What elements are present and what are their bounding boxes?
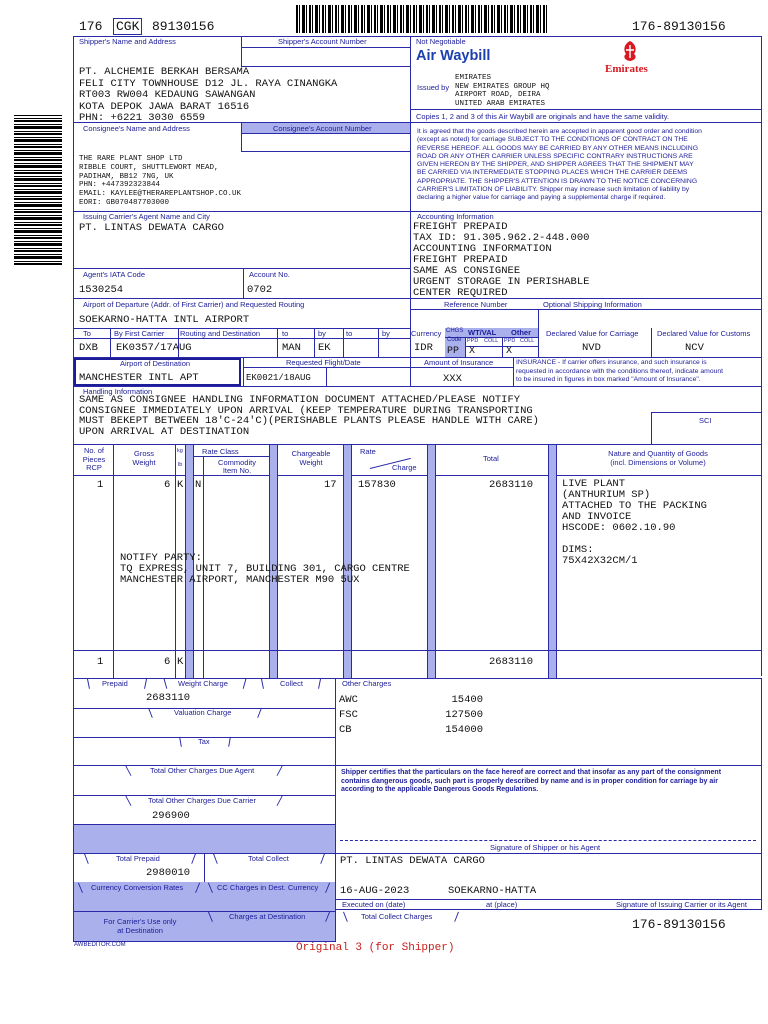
by2-label: by bbox=[318, 329, 326, 338]
sum-pieces: 1 bbox=[97, 656, 104, 668]
doc-title: Air Waybill bbox=[416, 48, 491, 64]
commodity-header: Commodity Item No. bbox=[218, 458, 256, 475]
due-agent-label: Total Other Charges Due Agent bbox=[150, 766, 255, 775]
by-first-carrier-label: By First Carrier bbox=[114, 329, 165, 338]
awb-number-top: 176-89130156 bbox=[632, 19, 726, 34]
wt-ppd-label: PPD bbox=[467, 338, 479, 344]
to-label: To bbox=[83, 329, 91, 338]
accounting-info: FREIGHT PREPAID TAX ID: 91.305.962.2-448.000 ACCOUNTING INFORMATION FREIGHT PREPAID SAME AS CONSIGNEE URGENT STORAGE IN PERISHABLE CENTER REQUIRED bbox=[413, 221, 590, 299]
weight-charge-prepaid: 2683110 bbox=[146, 692, 191, 704]
other-coll-mark: X bbox=[506, 346, 513, 357]
rate-value: 157830 bbox=[358, 479, 396, 491]
prepaid-label: Prepaid bbox=[102, 679, 128, 688]
side-barcode bbox=[14, 115, 62, 265]
pieces-header: No. of Pieces RCP bbox=[82, 446, 106, 472]
sci-label: SCI bbox=[699, 416, 712, 425]
by3-label: by bbox=[382, 329, 390, 338]
currency-value: IDR bbox=[414, 342, 433, 354]
optional-shipping-label: Optional Shipping Information bbox=[543, 300, 642, 309]
executed-on-label: Executed on (date) bbox=[342, 900, 406, 909]
flight-date-label: Requested Flight/Date bbox=[286, 358, 361, 367]
due-carrier-label: Total Other Charges Due Carrier bbox=[148, 796, 256, 805]
kg-label: kg bbox=[177, 448, 183, 454]
lb-label: lb bbox=[178, 462, 183, 468]
awb-number-bottom: 176-89130156 bbox=[632, 917, 726, 932]
execution-place: SOEKARNO-HATTA bbox=[448, 885, 537, 897]
conditions-of-contract: It is agreed that the goods described herein are accepted in apparent good order and condition (except as noted) for carriage SUBJECT TO THE CONDITIONS OF CONTRACT ON THE REVERSE HEREOF. ALL GOODS MAY BE CARRIED BY ANY OTHER MEANS INCLUDING ROAD OR ANY OTHER CARRIER UNLESS SPECIFIC CONTRARY INSTRUCTIONS ARE GIVEN HEREON BY THE SHIPPER, AND SHIPPER AGREES THAT THE SHIPMENT MAY BE CARRIED VIA INTERMEDIATE STOPPING PLACES WHICH THE CARRIER DEEMS APPROPRIATE. THE SHIPPER'S ATTENTION IS DRAWN TO THE NOTICE CONCERNING CARRIER'S LIMITATION OF LIABILITY. Shipper may increase such limitation of liability by declaring a higher value for carriage and paying a supplemental charge if required. bbox=[417, 128, 702, 202]
weight-charge-label: Weight Charge bbox=[178, 679, 228, 688]
other-label: Other bbox=[511, 328, 532, 337]
weight-unit: K bbox=[177, 479, 184, 491]
shipper-account-label: Shipper's Account Number bbox=[278, 37, 367, 46]
rate-class-header: Rate Class bbox=[202, 447, 239, 456]
other-charges-label: Other Charges bbox=[342, 679, 392, 688]
goods-description: LIVE PLANT (ANTHURIUM SP) ATTACHED TO THE PACKING AND INVOICE HSCODE: 0602.10.90 DIMS: 75X42X32CM/1 bbox=[562, 478, 707, 567]
currency-label: Currency bbox=[411, 329, 442, 338]
origin-code: CGK bbox=[113, 18, 142, 35]
notify-party: NOTIFY PARTY: TQ EXPRESS, UNIT 7, BUILDING 301, CARGO CENTRE MANCHESTER AIRPORT, MANCHESTER M90 5UX bbox=[120, 552, 410, 586]
reference-number-label: Reference Number bbox=[444, 300, 508, 309]
code-label: Code bbox=[447, 337, 462, 343]
due-carrier-value: 296900 bbox=[152, 810, 190, 822]
consignee-label: Consignee's Name and Address bbox=[83, 124, 190, 133]
pieces-value: 1 bbox=[97, 479, 104, 491]
issuer-address: EMIRATES NEW EMIRATES GROUP HQ AIRPORT ROAD, DEIRA UNITED ARAB EMIRATES bbox=[455, 74, 550, 108]
other-ppd-label: PPD bbox=[504, 338, 516, 344]
routing-destination-label: Routing and Destination bbox=[180, 329, 261, 338]
cc-charges-label: CC Charges in Dest. Currency bbox=[217, 883, 319, 892]
shipper-label: Shipper's Name and Address bbox=[79, 37, 176, 46]
destination-label: Airport of Destination bbox=[120, 359, 191, 368]
account-no-label: Account No. bbox=[249, 270, 290, 279]
consignee-address: THE RARE PLANT SHOP LTD RIBBLE COURT, SHUTTLEWORT MEAD, PADIHAM, BB12 7NG, UK PHN: +447392323844 EMAIL: KAYLEE@THERAREPLANTSHOP.CO.UK EORI: GB070487703000 bbox=[79, 155, 242, 207]
total-header: Total bbox=[483, 454, 499, 463]
total-prepaid-value: 2980010 bbox=[146, 867, 191, 879]
line-total: 2683110 bbox=[489, 479, 534, 491]
requested-flight: EK0021/18AUG bbox=[246, 373, 311, 383]
collect-label: Collect bbox=[280, 679, 303, 688]
customs-value: NCV bbox=[685, 342, 704, 354]
sum-gross-weight: 6 bbox=[164, 656, 171, 668]
carrier-signature-label: Signature of Issuing Carrier or its Agent bbox=[616, 900, 747, 909]
airline-name: Emirates bbox=[605, 63, 648, 75]
agent-iata-label: Agent's IATA Code bbox=[83, 270, 146, 279]
shipper-certification: Shipper certifies that the particulars on the face hereof are correct and that insofar as any part of the consignment contains dangerous goods, such part is properly described by name and is in proper condition for carriage by air according to the applicable Dangerous Goods Regulations. bbox=[341, 769, 722, 793]
conversion-rates-label: Currency Conversion Rates bbox=[91, 883, 184, 892]
insurance-note: INSURANCE - If carrier offers insurance, and such insurance is requested in accordance with the conditions thereof, indicate amount to be insured in figures in box marked "Amount of Insurance". bbox=[516, 359, 724, 383]
gross-weight-header: Gross Weight bbox=[132, 449, 156, 467]
charge-header: Charge bbox=[392, 463, 417, 472]
route-to: DXB bbox=[79, 342, 98, 354]
agent-name: PT. LINTAS DEWATA CARGO bbox=[79, 222, 224, 234]
wtval-label: WT/VAL bbox=[468, 328, 497, 337]
insurance-amount: XXX bbox=[443, 373, 462, 385]
route-by-first-carrier: EK0357/17AUG bbox=[116, 342, 192, 354]
to3-label: to bbox=[346, 329, 353, 338]
carrier-use-label: For Carrier's Use only at Destination bbox=[103, 917, 177, 935]
wt-ppd-mark: X bbox=[469, 346, 476, 357]
sum-weight-unit: K bbox=[177, 656, 184, 668]
other-charge-row: AWC 15400 bbox=[339, 694, 483, 706]
at-place-label: at (place) bbox=[486, 900, 518, 909]
execution-date: 16-AUG-2023 bbox=[340, 885, 410, 897]
nature-goods-header: Nature and Quantity of Goods (incl. Dimensions or Volume) bbox=[608, 449, 708, 467]
route-to2: MAN bbox=[282, 342, 301, 354]
valuation-charge-label: Valuation Charge bbox=[174, 708, 232, 717]
chgs-label: CHGS bbox=[446, 328, 464, 334]
issued-by-label: Issued by bbox=[417, 83, 450, 92]
shipper-signature-label: Signature of Shipper or his Agent bbox=[490, 843, 601, 852]
handling-label: Handling Information bbox=[83, 387, 153, 396]
insurance-amount-label: Amount of Insurance bbox=[424, 358, 494, 367]
destination-airport: MANCHESTER INTL APT bbox=[79, 372, 199, 384]
awb-prefix: 176 bbox=[79, 19, 103, 34]
copy-label: Original 3 (for Shipper) bbox=[296, 942, 455, 954]
handling-info: SAME AS CONSIGNEE HANDLING INFORMATION DOCUMENT ATTACHED/PLEASE NOTIFY CONSIGNEE IMMEDIATELY UPON ARRIVAL (KEEP TEMPERATURE DURING TRANSPORTING MUST BEKEPT BETWEEN 18'C-24'C)(PERISHABLE PLANTS PLEASE HANDLE WITH CARE) UPON ARRIVAL AT DESTINATION bbox=[79, 394, 539, 438]
other-charge-row: CB 154000 bbox=[339, 724, 483, 736]
top-barcode bbox=[296, 5, 548, 33]
tax-label: Tax bbox=[198, 737, 210, 746]
gross-weight-value: 6 bbox=[164, 479, 171, 491]
to2-label: to bbox=[282, 329, 289, 338]
departure-airport: SOEKARNO-HATTA INTL AIRPORT bbox=[79, 314, 250, 326]
awb-serial: 89130156 bbox=[152, 19, 215, 34]
other-charge-row: FSC 127500 bbox=[339, 709, 483, 721]
route-by2: EK bbox=[318, 342, 331, 354]
wt-coll-label: COLL bbox=[484, 338, 499, 344]
agent-label: Issuing Carrier's Agent Name and City bbox=[83, 212, 210, 221]
carriage-value-label: Declared Value for Carriage bbox=[546, 329, 639, 338]
other-charges-list bbox=[339, 693, 483, 738]
rate-class-value: N bbox=[195, 479, 202, 491]
shipper-address: PT. ALCHEMIE BERKAH BERSAMA FELI CITY TOWNHOUSE D12 JL. RAYA CINANGKA RT003 RW004 KEDAUNG SAWANGAN KOTA DEPOK JAWA BARAT 16516 PHN: +6221 3030 6559 bbox=[79, 66, 338, 124]
emirates-emblem-icon bbox=[620, 40, 640, 62]
rate-header: Rate bbox=[360, 447, 376, 456]
total-prepaid-label: Total Prepaid bbox=[116, 854, 160, 863]
chargeable-weight-header: Chargeable Weight bbox=[291, 449, 331, 467]
charges-at-destination-label: Charges at Destination bbox=[229, 912, 306, 921]
accounting-label: Accounting Information bbox=[417, 212, 494, 221]
chgs-code: PP bbox=[447, 346, 460, 357]
editor-credit: AWBEDITOR.COM bbox=[74, 942, 126, 948]
executing-agent: PT. LINTAS DEWATA CARGO bbox=[340, 855, 485, 867]
account-no: 0702 bbox=[247, 284, 273, 296]
carriage-value: NVD bbox=[582, 342, 601, 354]
not-negotiable: Not Negotiable bbox=[416, 37, 466, 46]
copies-note: Copies 1, 2 and 3 of this Air Waybill are originals and have the same validity. bbox=[416, 112, 670, 121]
total-collect-charges-label: Total Collect Charges bbox=[361, 912, 433, 921]
sum-total: 2683110 bbox=[489, 656, 534, 668]
departure-label: Airport of Departure (Addr. of First Carrier) and Requested Routing bbox=[83, 300, 305, 309]
agent-iata-code: 1530254 bbox=[79, 284, 124, 296]
chargeable-weight-value: 17 bbox=[324, 479, 337, 491]
consignee-account-label: Consignee's Account Number bbox=[273, 124, 372, 133]
other-coll-label: COLL bbox=[520, 338, 535, 344]
customs-value-label: Declared Value for Customs bbox=[657, 329, 751, 338]
total-collect-label: Total Collect bbox=[248, 854, 289, 863]
